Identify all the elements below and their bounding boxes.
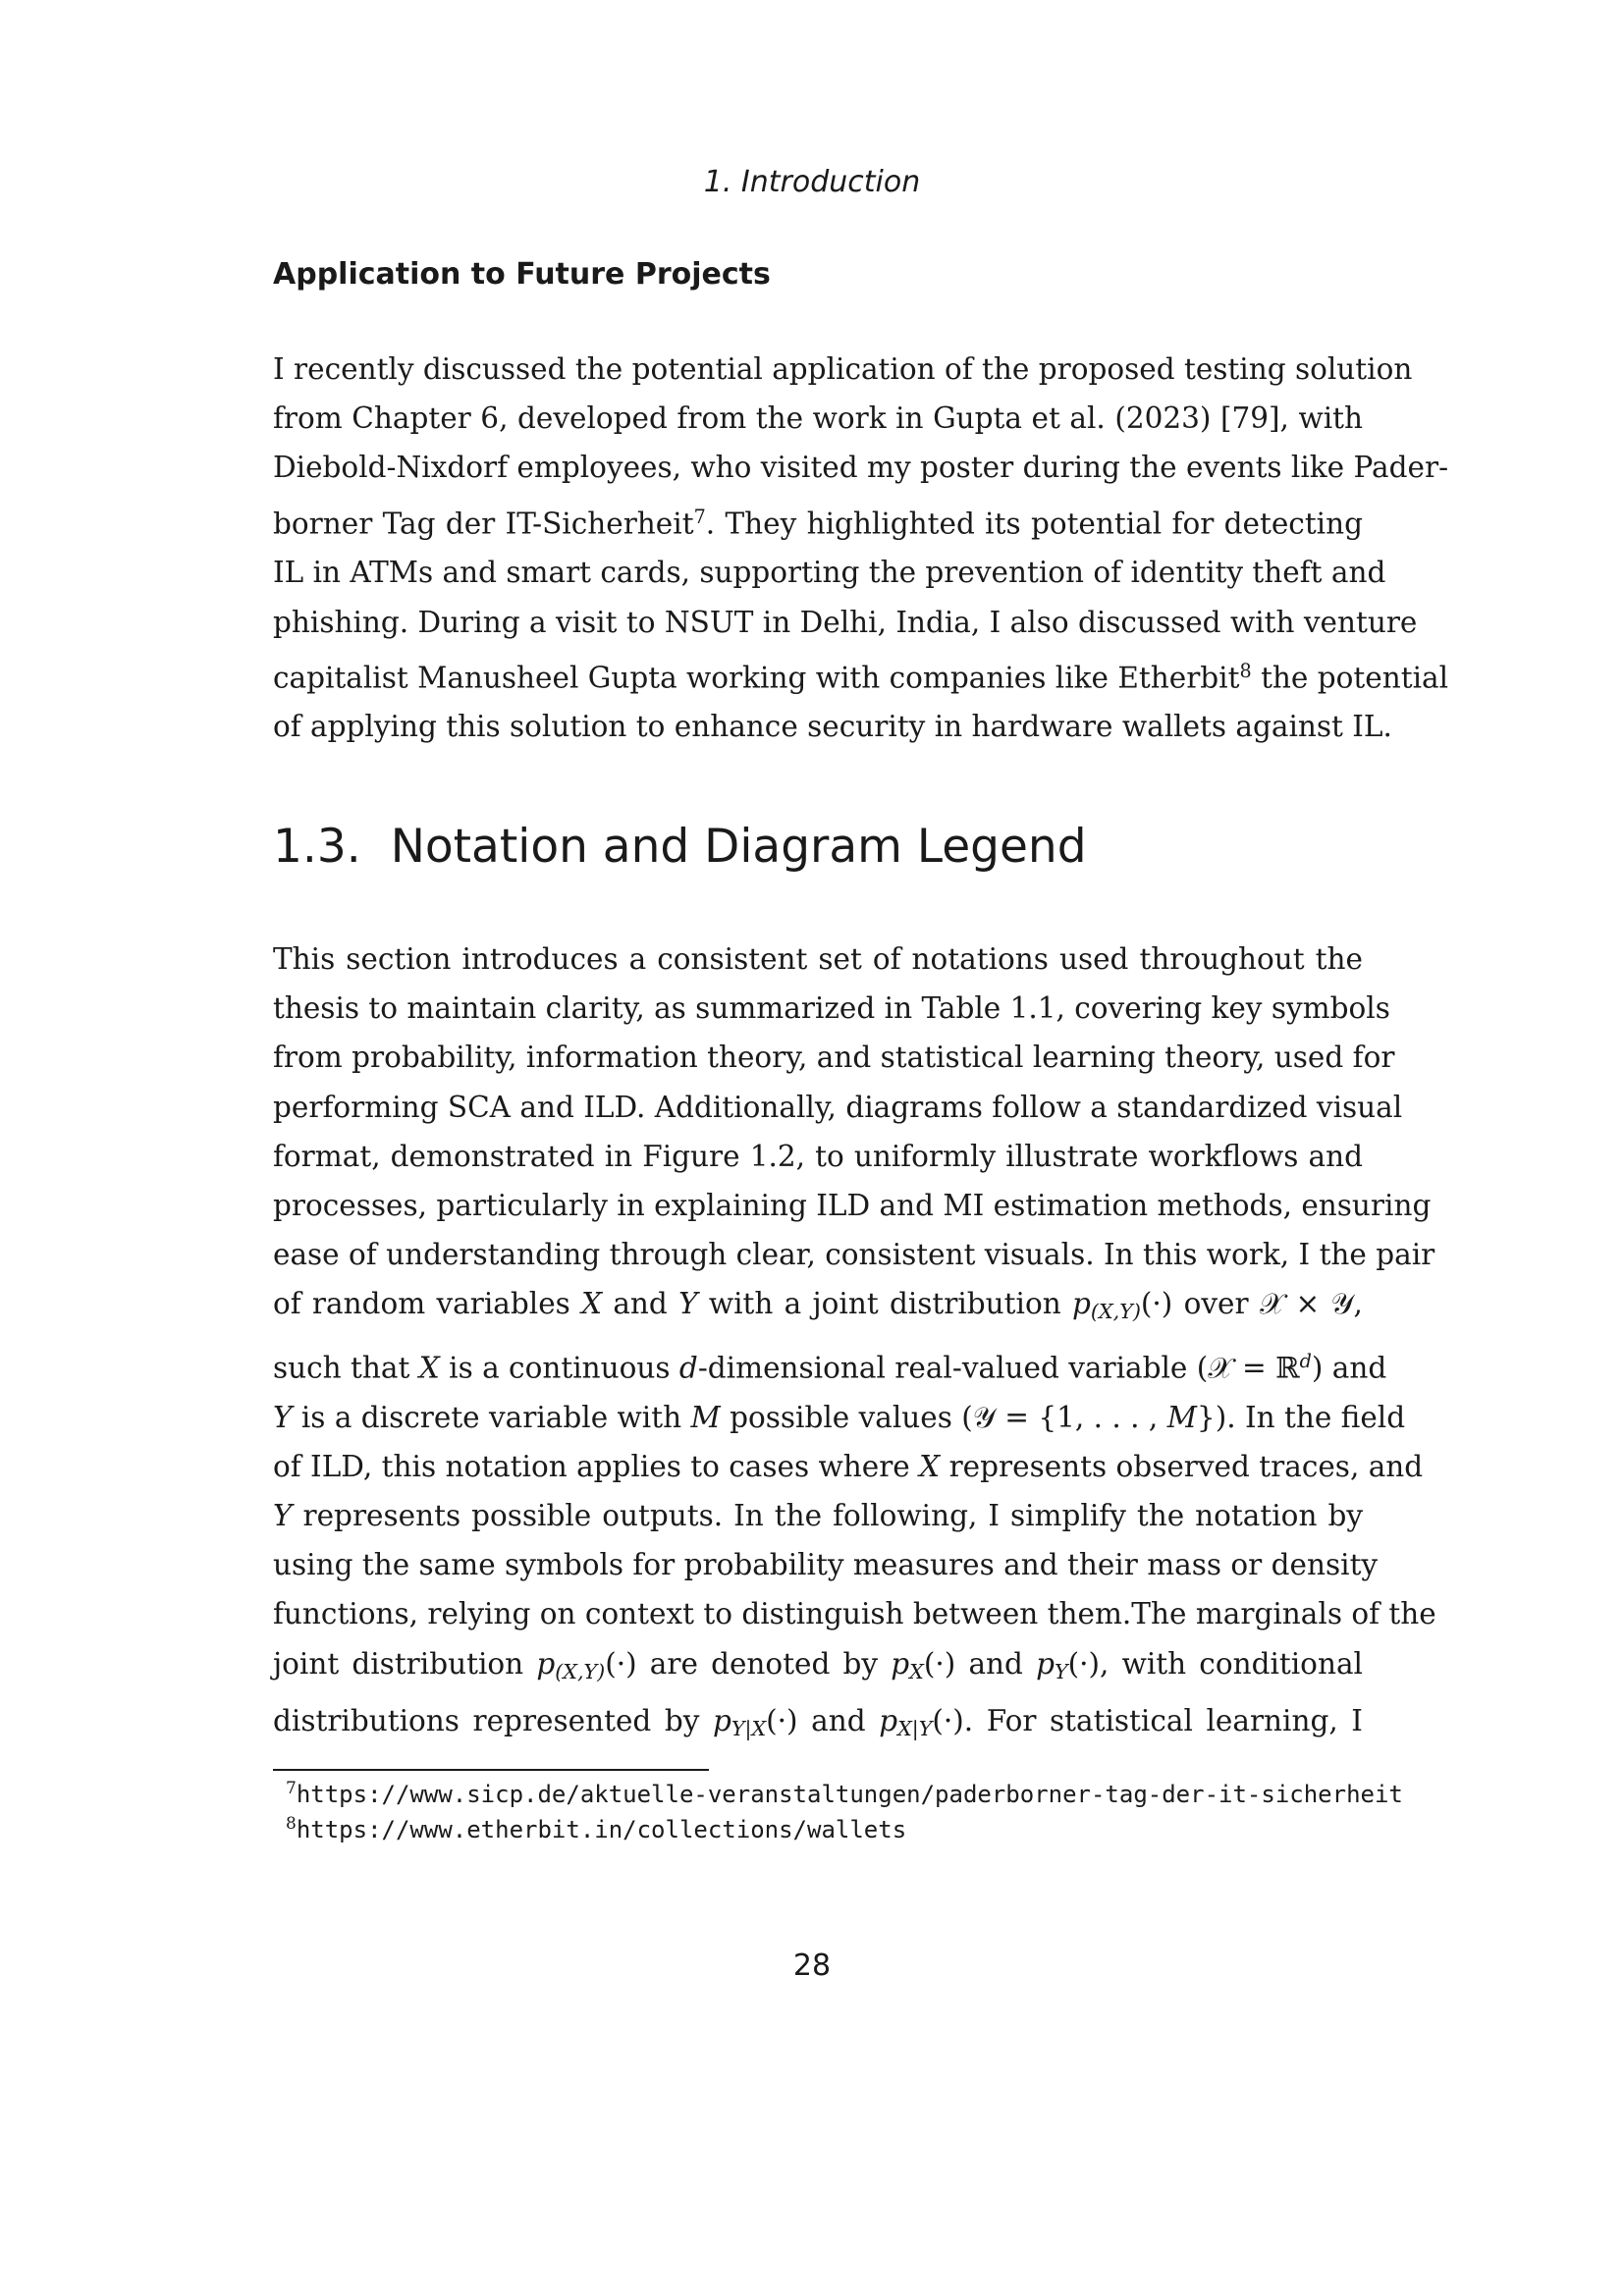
footnote-link[interactable]: https://www.etherbit.in/collections/wallets bbox=[296, 1816, 907, 1843]
text-line: from probability, information theory, and statistical learning theory, used for bbox=[273, 1041, 1395, 1075]
text-line: I recently discussed the potential application of the proposed testing solution bbox=[273, 352, 1413, 386]
text-line: IL in ATMs and smart cards, supporting the prevention of identity theft and bbox=[273, 556, 1386, 590]
text-line: of random variables X and Y with a joint distribution $p_{(X,Y)}(\cdot)$ over 𝒳 × 𝒴, bbox=[273, 1287, 1363, 1324]
text-line: This section introduces a consistent set of notations used throughout the bbox=[273, 942, 1363, 976]
section-title: Notation and Diagram Legend bbox=[390, 820, 1087, 874]
subsection-title: Application to Future Projects bbox=[273, 257, 771, 292]
text-line: performing SCA and ILD. Additionally, diagrams follow a standardized visual bbox=[273, 1090, 1403, 1124]
text-line: borner Tag der IT-Sicherheit$^7$. They highlighted its potential for detecting bbox=[273, 505, 1363, 541]
text-line: such that X is a continuous d-dimensional real-valued variable (𝒳 = ℝ$^d$) and bbox=[273, 1349, 1387, 1385]
paragraph-notation bbox=[273, 934, 1436, 1753]
footnote-divider bbox=[273, 1769, 709, 1771]
text-line: using the same symbols for probability measures and their mass or density bbox=[273, 1548, 1379, 1582]
text-line: thesis to maintain clarity, as summarized in Table 1.1, covering key symbols bbox=[273, 991, 1390, 1026]
text-line: joint distribution $p_{(X,Y)}(\cdot)$ are denoted by $p_X(\cdot)$ and $p_Y(\cdot)$, with conditional bbox=[273, 1646, 1363, 1683]
footnote-mark: 7 bbox=[286, 1779, 297, 1798]
page-number: 28 bbox=[792, 1949, 832, 1983]
footnote-7 bbox=[286, 1779, 1403, 1808]
text-line: distributions represented by $p_{Y|X}(\cdot)$ and $p_{X|Y}(\cdot)$. For statistical learning, I bbox=[273, 1703, 1363, 1741]
text-line: Y is a discrete variable with M possible values (𝒴 = {1, . . . , M}). In the field bbox=[273, 1400, 1406, 1434]
text-line: of ILD, this notation applies to cases where X represents observed traces, and bbox=[273, 1449, 1424, 1483]
text-line: Y represents possible outputs. In the following, I simplify the notation by bbox=[273, 1498, 1363, 1532]
text-line: from Chapter 6, developed from the work in Gupta et al. (2023) [79], with bbox=[273, 401, 1363, 436]
section-number: 1.3. bbox=[273, 820, 361, 874]
text-line: Diebold-Nixdorf employees, who visited my poster during the events like Pader- bbox=[273, 451, 1449, 485]
text-line: format, demonstrated in Figure 1.2, to uniformly illustrate workflows and bbox=[273, 1139, 1363, 1173]
footnote-mark: 8 bbox=[286, 1814, 297, 1834]
running-head: 1. Introduction bbox=[703, 165, 921, 199]
text-line: processes, particularly in explaining ILD and MI estimation methods, ensuring bbox=[273, 1189, 1432, 1223]
text-line: capitalist Manusheel Gupta working with companies like Etherbit$^8$ the potential bbox=[273, 659, 1449, 695]
footnote-ref-8[interactable]: 8 bbox=[1239, 659, 1252, 682]
footnote-link[interactable]: https://www.sicp.de/aktuelle-veranstaltungen/paderborner-tag-der-it-sicherheit bbox=[296, 1781, 1403, 1808]
footnote-ref-7[interactable]: 7 bbox=[693, 505, 706, 528]
text-line: functions, relying on context to distinguish between them.The marginals of the bbox=[273, 1597, 1436, 1631]
text-line: ease of understanding through clear, consistent visuals. In this work, I the pair bbox=[273, 1238, 1435, 1272]
text-line: phishing. During a visit to NSUT in Delhi, India, I also discussed with venture bbox=[273, 605, 1418, 639]
section-heading bbox=[273, 820, 1087, 874]
text-line: of applying this solution to enhance security in hardware wallets against IL. bbox=[273, 710, 1392, 744]
paragraph-application bbox=[273, 345, 1449, 752]
footnote-8 bbox=[286, 1814, 906, 1843]
